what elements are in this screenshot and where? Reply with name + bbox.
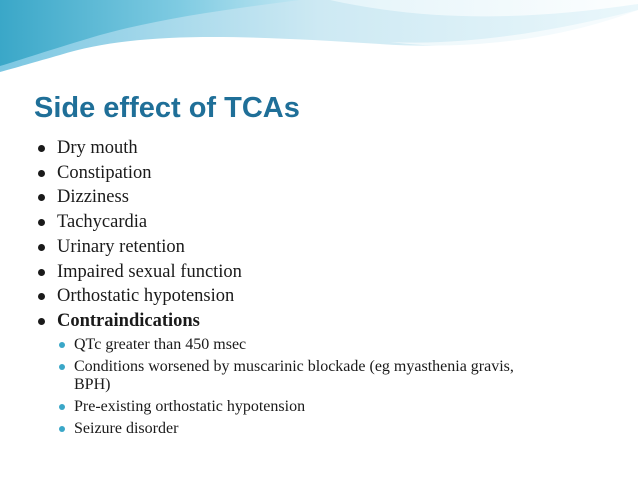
sub-list-item bbox=[57, 420, 539, 438]
list-item bbox=[38, 284, 618, 309]
header-wave-decoration bbox=[0, 0, 638, 80]
bullet-dot-icon bbox=[38, 219, 45, 226]
bullet-dot-icon bbox=[38, 318, 45, 325]
sub-list-item bbox=[57, 358, 539, 394]
sub-bullet-dot-icon bbox=[59, 342, 65, 348]
bullet-label: Constipation bbox=[57, 162, 152, 183]
bullet-dot-icon bbox=[38, 145, 45, 152]
bullet-label: Urinary retention bbox=[57, 236, 185, 257]
bullet-dot-icon bbox=[38, 269, 45, 276]
sub-bullet-label: Pre-existing orthostatic hypotension bbox=[74, 397, 306, 415]
sub-bullet-list bbox=[57, 336, 618, 438]
bullet-label: Impaired sexual function bbox=[57, 261, 242, 282]
sub-list-item bbox=[57, 398, 539, 416]
bullet-dot-icon bbox=[38, 244, 45, 251]
sub-bullet-label: Seizure disorder bbox=[74, 419, 179, 437]
slide-title: Side effect of TCAs bbox=[34, 92, 300, 124]
bullet-dot-icon bbox=[38, 293, 45, 300]
sub-bullet-label: QTc greater than 450 msec bbox=[74, 335, 247, 353]
bullet-list bbox=[38, 136, 618, 442]
bullet-label: Contraindications bbox=[57, 310, 200, 331]
list-item bbox=[38, 136, 618, 161]
list-item bbox=[38, 161, 618, 186]
list-item bbox=[38, 235, 618, 260]
sub-list-item bbox=[57, 336, 539, 354]
bullet-dot-icon bbox=[38, 170, 45, 177]
bullet-label: Tachycardia bbox=[57, 212, 148, 233]
list-item bbox=[38, 260, 618, 285]
bullet-label: Dry mouth bbox=[57, 138, 138, 158]
list-item-contraindications bbox=[38, 309, 618, 438]
list-item bbox=[38, 185, 618, 210]
sub-bullet-dot-icon bbox=[59, 426, 65, 432]
list-item bbox=[38, 210, 618, 235]
bullet-label: Orthostatic hypotension bbox=[57, 286, 235, 307]
sub-bullet-dot-icon bbox=[59, 364, 65, 370]
bullet-dot-icon bbox=[38, 194, 45, 201]
bullet-label: Dizziness bbox=[57, 187, 129, 208]
sub-bullet-label: Conditions worsened by muscarinic blockade (eg myasthenia gravis, BPH) bbox=[74, 357, 514, 393]
sub-bullet-dot-icon bbox=[59, 404, 65, 410]
